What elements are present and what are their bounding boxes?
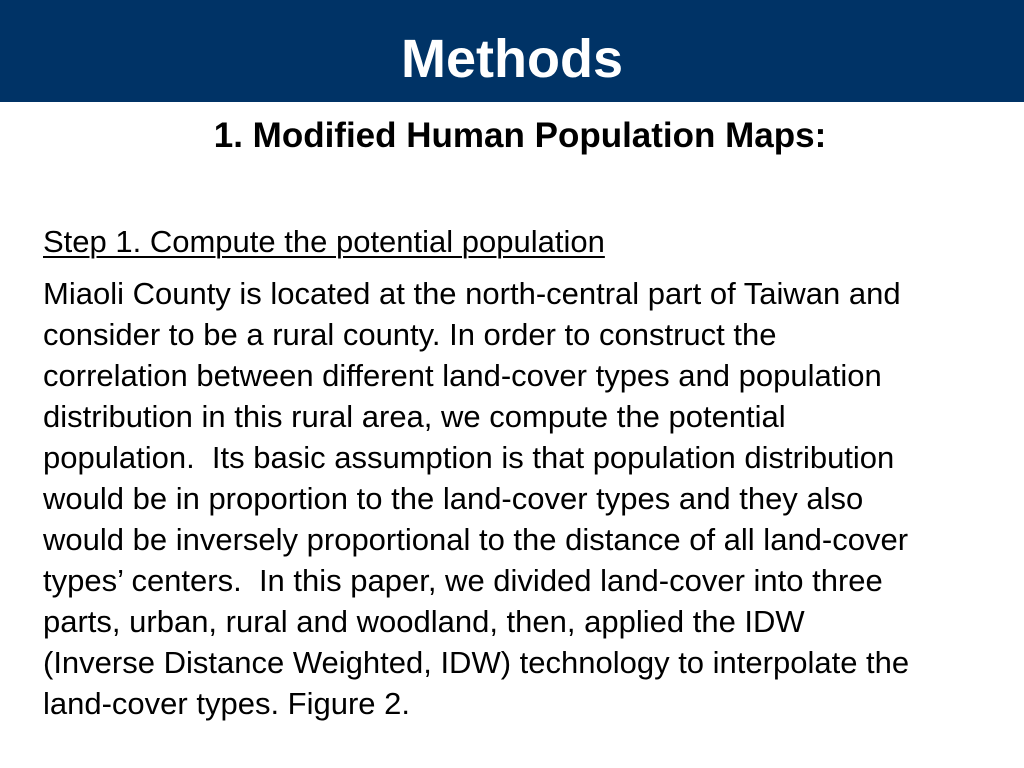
- body-line: consider to be a rural county. In order to construct the: [43, 317, 777, 352]
- section-heading: 1. Modified Human Population Maps:: [213, 116, 827, 155]
- body-line: types’ centers. In this paper, we divided land-cover into three: [43, 563, 883, 598]
- body-line: distribution in this rural area, we compute the potential: [43, 399, 786, 434]
- body-line: correlation between different land-cover types and population: [43, 358, 882, 393]
- body-line: (Inverse Distance Weighted, IDW) technology to interpolate the: [43, 645, 910, 680]
- body-line: parts, urban, rural and woodland, then, applied the IDW: [43, 604, 805, 639]
- body-line: population. Its basic assumption is that population distribution: [43, 440, 895, 475]
- body-line: Miaoli County is located at the north-central part of Taiwan and: [43, 276, 901, 311]
- body-line: would be in proportion to the land-cover types and they also: [43, 481, 864, 516]
- body-line: would be inversely proportional to the distance of all land-cover: [43, 522, 909, 557]
- slide-title: Methods: [401, 29, 623, 89]
- body-line: land-cover types. Figure 2.: [43, 686, 411, 721]
- step-heading: Step 1. Compute the potential population: [43, 224, 605, 259]
- body-paragraph: [43, 273, 1013, 724]
- title-bar: [0, 0, 1024, 102]
